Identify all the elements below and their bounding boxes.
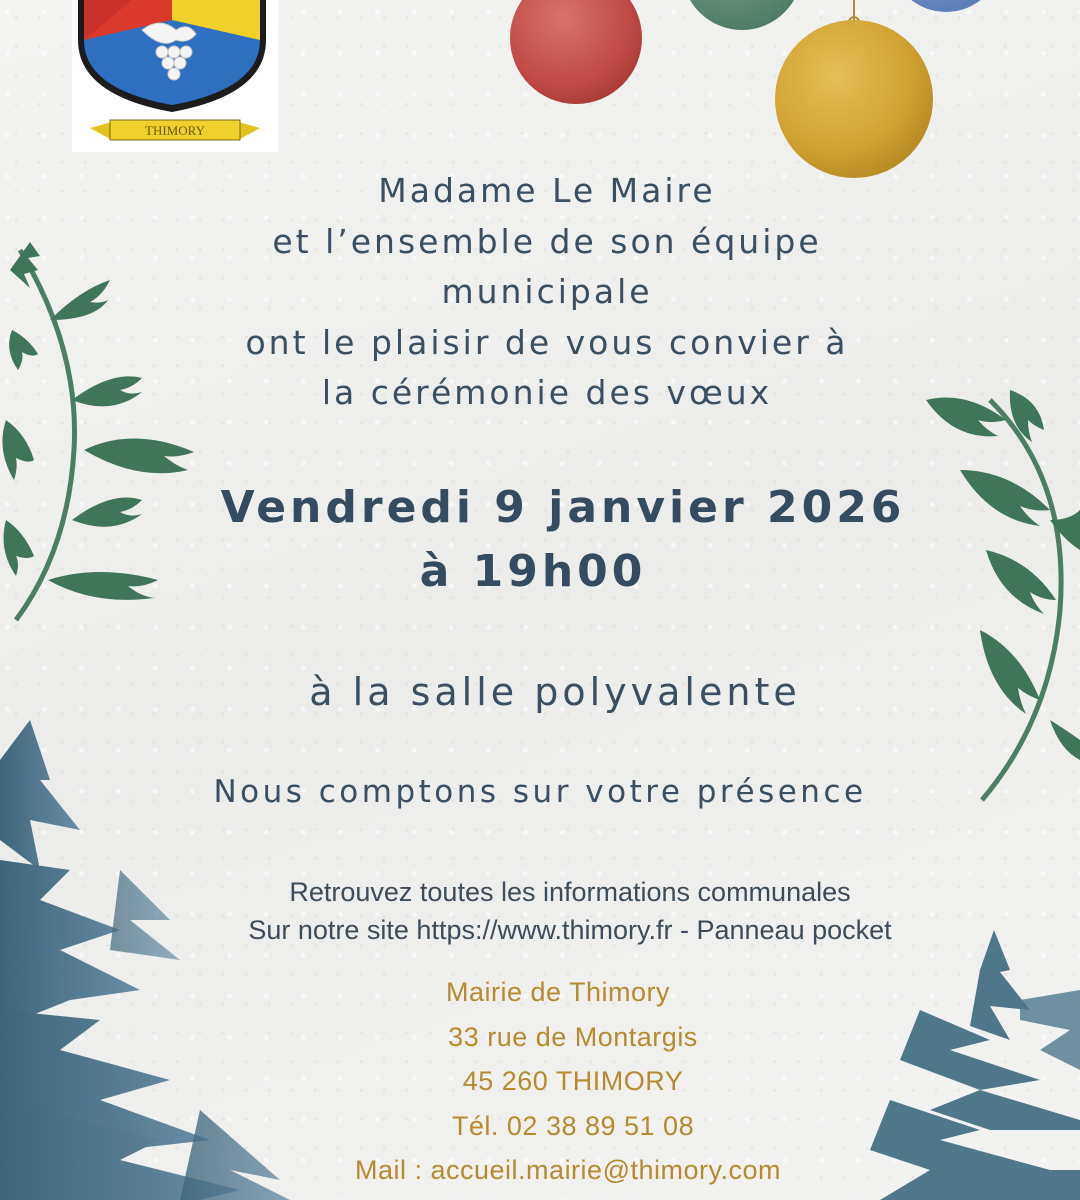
event-date: Vendredi 9 janvier 2026 (220, 482, 906, 533)
invitation-line: Madame Le Maire (378, 171, 716, 210)
event-time: à 19h00 (419, 546, 647, 597)
invitation-text (0, 166, 1080, 419)
invitation-line: ont le plaisir de vous convier à (245, 322, 849, 362)
contact-address (0, 970, 1080, 1193)
red-ornament (510, 0, 642, 104)
contact-phone: Tél. 02 38 89 51 08 (451, 1110, 695, 1141)
contact-mail: Mail : accueil.mairie@thimory.com (355, 1155, 781, 1185)
green-ornament (682, 0, 802, 30)
info-line: Retrouvez toutes les informations communales (289, 877, 851, 907)
invitation-line: et l’ensemble de son équipe (272, 221, 822, 261)
event-venue: à la salle polyvalente (309, 670, 801, 714)
contact-street: 33 rue de Montargis (448, 1021, 698, 1052)
crest-background (72, 0, 278, 152)
blue-ornament (890, 0, 1000, 12)
crest-banner-text: THIMORY (145, 123, 205, 138)
website-line: Sur notre site https://www.thimory.fr - Panneau pocket (248, 915, 892, 945)
invitation-line: la cérémonie des vœux (321, 373, 773, 412)
info-text (0, 873, 1080, 949)
gold-ornament (775, 20, 933, 178)
contact-city: 45 260 THIMORY (462, 1066, 684, 1096)
thimory-crest-logo (72, 0, 278, 152)
invitation-line: municipale (441, 272, 653, 311)
event-datetime (0, 476, 1080, 604)
presence-message: Nous comptons sur votre présence (213, 774, 867, 810)
contact-name: Mairie de Thimory (445, 977, 671, 1007)
